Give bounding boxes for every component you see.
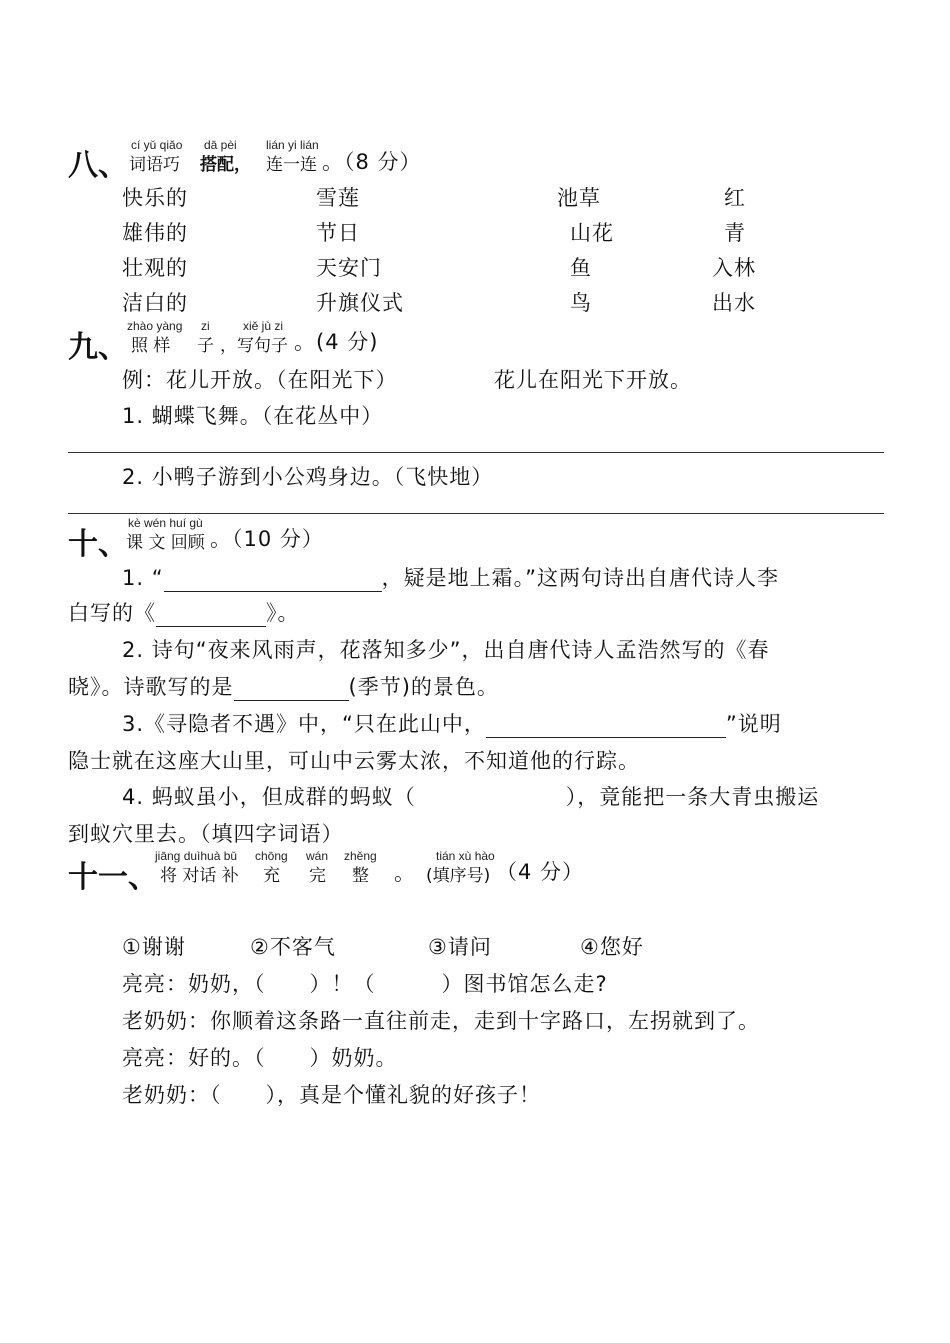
question-text: ”说明 <box>725 712 782 736</box>
match-right-a-item: 鸟 <box>570 291 592 315</box>
dialogue-line: 老奶奶：（ ），真是个懂礼貌的好孩子！ <box>122 1083 541 1107</box>
section-8-title-part: 词语巧 <box>129 155 180 175</box>
match-left-item: 壮观的 <box>122 256 188 280</box>
dialogue-line: 老奶奶：你顺着这条路一直往前走，走到十字路口，左拐就到了。 <box>122 1009 760 1033</box>
fill-blank[interactable] <box>234 678 349 701</box>
question-text: 4. 蚂蚁虽小，但成群的蚂蚁（ <box>122 785 416 809</box>
section-11-title-part: 将 对话 补 <box>160 866 239 886</box>
match-right-a-item: 山花 <box>570 221 614 245</box>
match-mid-item: 节日 <box>316 221 360 245</box>
question-text: 晓》。诗歌写的是 <box>68 675 234 699</box>
pinyin: chōng <box>255 849 288 863</box>
section-11-title-part: 充 <box>263 866 280 886</box>
match-mid-item: 升旗仪式 <box>316 291 404 315</box>
match-right-b-item: 红 <box>724 186 746 210</box>
question-text: 》。 <box>266 601 300 625</box>
section-9-score: 。(4 分) <box>294 330 379 354</box>
question-text: 1. “ <box>122 566 164 590</box>
match-right-b-item: 入林 <box>712 256 756 280</box>
match-right-a-item: 池草 <box>557 186 601 210</box>
pinyin: zhào yàng <box>127 319 183 333</box>
section-8-score: 。（8 分） <box>322 150 422 174</box>
section-11-number: 十一、 <box>68 860 158 895</box>
question-text: 白写的《 <box>68 601 156 625</box>
question-text: ，疑是地上霜。”这两句诗出自唐代诗人李 <box>381 566 779 590</box>
section-10-score: 。（10 分） <box>210 527 324 551</box>
match-right-a-item: 鱼 <box>570 256 592 280</box>
pinyin: tián xù hào <box>436 849 495 863</box>
section-9-title-part: 子 <box>197 336 214 356</box>
section-11-title-part: 整 <box>352 866 369 886</box>
question-text: ），竟能把一条大青虫搬运 <box>565 785 820 809</box>
pinyin: cí yǔ qiǎo <box>131 138 183 152</box>
section-11-score: （4 分） <box>496 860 585 884</box>
dialogue-option: ③请问 <box>428 935 492 959</box>
section-9-question: 2. 小鸭子游到小公鸡身边。（飞快地） <box>122 465 494 489</box>
section-8-title-part: 连一连 <box>266 155 317 175</box>
section-8-number: 八、 <box>68 148 128 183</box>
match-right-b-item: 出水 <box>712 291 756 315</box>
dialogue-line: 亮亮：好的。（ ）奶奶。 <box>122 1046 398 1070</box>
section-10-question <box>68 671 499 701</box>
section-10-question <box>122 562 779 592</box>
question-text: (季节)的景色。 <box>348 675 499 699</box>
pinyin: xiě jù zi <box>243 319 284 333</box>
section-8-title-part: 搭配， <box>200 155 251 175</box>
match-mid-item: 雪莲 <box>316 186 360 210</box>
match-right-b-item: 青 <box>724 221 746 245</box>
match-left-item: 洁白的 <box>122 291 188 315</box>
section-10-question: 2. 诗句“夜来风雨声，花落知多少”，出自唐代诗人孟浩然写的《春 <box>122 638 770 662</box>
question-text: 3.《寻隐者不遇》中，“只在此山中， <box>122 712 486 736</box>
pinyin: jiāng duìhuà bǔ <box>155 849 238 863</box>
section-9-question: 1. 蝴蝶飞舞。（在花丛中） <box>122 404 384 428</box>
section-10-question: 隐士就在这座大山里，可山中云雾太浓，不知道他的行踪。 <box>68 749 640 773</box>
section-10-question <box>68 597 300 627</box>
section-11-title-part: (填序号) <box>426 866 491 886</box>
match-mid-item: 天安门 <box>316 256 382 280</box>
section-10-question <box>122 781 819 811</box>
dialogue-option: ①谢谢 <box>122 935 186 959</box>
dialogue-option: ④您好 <box>580 935 644 959</box>
section-9-title-part: 照 样 <box>131 336 171 356</box>
section-10-title: 课 文 回顾 <box>126 533 205 553</box>
section-10-number: 十、 <box>68 527 128 562</box>
section-11-title-part: 完 <box>309 866 326 886</box>
pinyin: zhěng <box>344 849 377 863</box>
dialogue-line: 亮亮：奶奶，（ ）！（ ）图书馆怎么走? <box>122 972 608 996</box>
section-11-title-part: 。 <box>394 861 416 885</box>
fill-blank[interactable] <box>164 569 382 592</box>
match-left-item: 快乐的 <box>122 186 188 210</box>
answer-line[interactable] <box>68 513 884 514</box>
answer-line[interactable] <box>68 452 884 453</box>
section-10-question <box>122 708 782 738</box>
section-9-number: 九、 <box>68 330 128 365</box>
pinyin: wán <box>306 849 329 863</box>
dialogue-option: ②不客气 <box>250 935 336 959</box>
pinyin: dā pèi <box>204 138 237 152</box>
pinyin: lián yi lián <box>266 138 319 152</box>
pinyin: zi <box>201 319 210 333</box>
section-9-title-part: ，写句子 <box>220 336 288 356</box>
pinyin: kè wén huí gù <box>128 516 203 530</box>
fill-blank[interactable] <box>156 604 266 627</box>
match-left-item: 雄伟的 <box>122 221 188 245</box>
section-9-example-answer: 花儿在阳光下开放。 <box>494 368 692 392</box>
fill-blank[interactable] <box>486 715 726 738</box>
section-9-example: 例：花儿开放。（在阳光下） <box>122 368 398 392</box>
section-10-question: 到蚁穴里去。（填四字词语） <box>68 822 344 846</box>
